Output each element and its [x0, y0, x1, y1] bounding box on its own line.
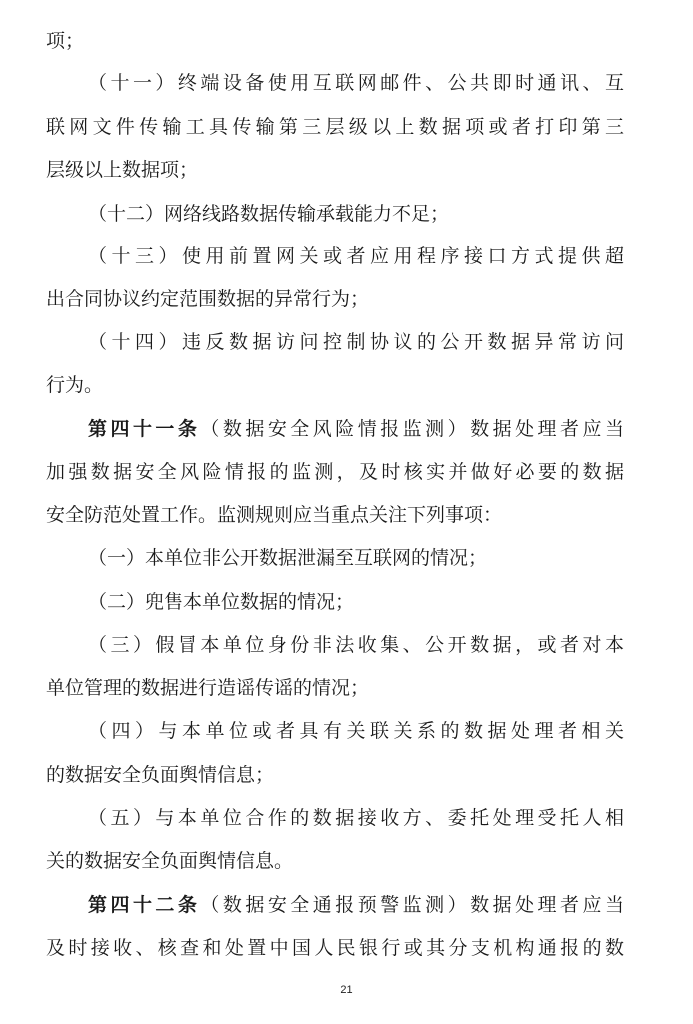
- list-item: （三）假冒本单位身份非法收集、公开数据，或者对本: [88, 634, 624, 656]
- text-line: 项；: [46, 30, 85, 52]
- text-line: 安全防范处置工作。监测规则应当重点关注下列事项：: [46, 504, 503, 526]
- text-line: 联网文件传输工具传输第三层级以上数据项或者打印第三: [46, 116, 624, 138]
- list-item: （一）本单位非公开数据泄漏至互联网的情况；: [88, 547, 488, 569]
- text-line: （十四）违反数据访问控制协议的公开数据异常访问: [88, 331, 624, 353]
- article-42-first-line: [88, 890, 624, 920]
- article-42-title: （数据安全通报预警监测）数据处理者应当: [200, 894, 624, 916]
- page-number: 21: [340, 984, 353, 996]
- article-41-first-line: [88, 414, 624, 444]
- article-42-heading: 第四十二条: [88, 894, 201, 916]
- text-line: 加强数据安全风险情报的监测，及时核实并做好必要的数据: [46, 461, 624, 483]
- list-item: （二）兜售本单位数据的情况；: [88, 591, 355, 613]
- text-line: （十一）终端设备使用互联网邮件、公共即时通讯、互: [88, 72, 624, 94]
- list-item: （四）与本单位或者具有关联关系的数据处理者相关: [88, 720, 624, 742]
- text-line: 行为。: [46, 374, 104, 396]
- text-line: 出合同协议约定范围数据的异常行为；: [46, 288, 370, 310]
- article-41-title: （数据安全风险情报监测）数据处理者应当: [200, 418, 624, 440]
- text-line: 单位管理的数据进行造谣传谣的情况；: [46, 677, 370, 699]
- text-line: 的数据安全负面舆情信息；: [46, 764, 275, 786]
- text-line: （十三）使用前置网关或者应用程序接口方式提供超: [88, 245, 624, 267]
- article-41-heading: 第四十一条: [88, 418, 201, 440]
- text-line: 层级以上数据项；: [46, 159, 199, 181]
- text-line: 及时接收、核查和处置中国人民银行或其分支机构通报的数: [46, 937, 624, 959]
- list-item: （五）与本单位合作的数据接收方、委托处理受托人相: [88, 807, 624, 829]
- text-line: 关的数据安全负面舆情信息。: [46, 850, 294, 872]
- text-line: （十二）网络线路数据传输承载能力不足；: [88, 203, 450, 225]
